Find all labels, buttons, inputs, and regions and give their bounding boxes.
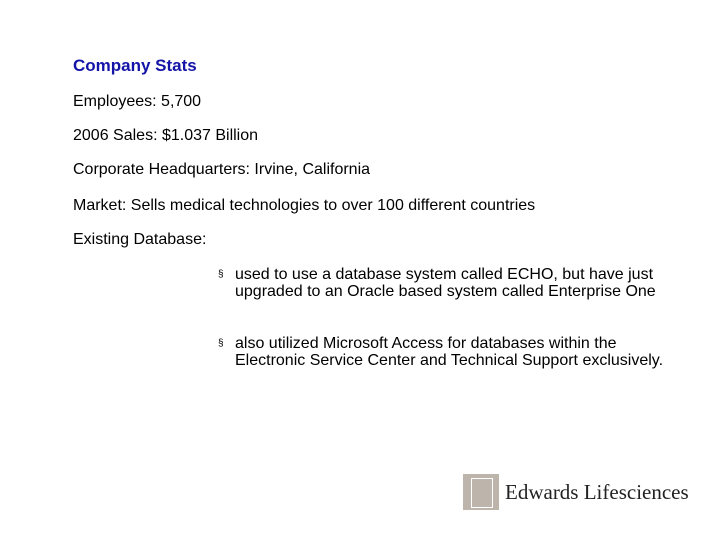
stat-market: Market: Sells medical technologies to over 100 different countries <box>73 197 536 214</box>
bullet-item <box>218 335 678 369</box>
bullet-icon: § <box>218 269 224 280</box>
bullet-item <box>218 266 678 300</box>
stat-employees: Employees: 5,700 <box>73 93 202 110</box>
bullet-text: also utilized Microsoft Access for databases within the Electronic Service Center and Technical Support exclusively. <box>235 335 664 369</box>
bullet-icon: § <box>218 338 224 349</box>
stat-sales: 2006 Sales: $1.037 Billion <box>73 127 259 144</box>
company-logo <box>463 474 689 510</box>
stat-headquarters: Corporate Headquarters: Irvine, California <box>73 161 371 178</box>
logo-text: Edwards Lifesciences <box>505 479 689 504</box>
stat-database: Existing Database: <box>73 231 207 248</box>
page-title: Company Stats <box>73 56 197 75</box>
bullet-text: used to use a database system called ECHO, but have just upgraded to an Oracle based system called Enterprise One <box>235 266 656 300</box>
logo-emblem-icon <box>463 474 499 510</box>
